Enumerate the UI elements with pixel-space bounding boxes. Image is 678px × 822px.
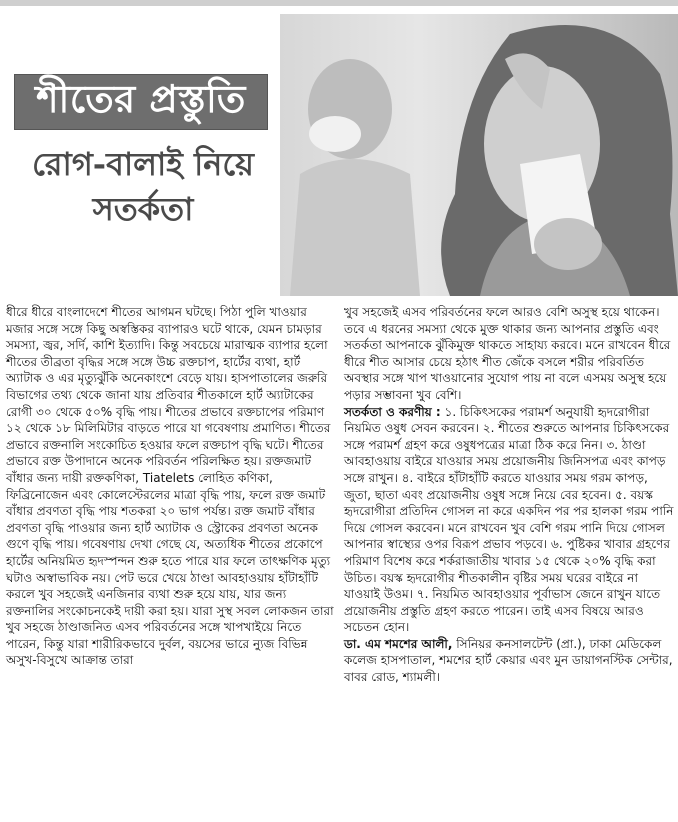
article-paragraph-right-1: খুব সহজেই এসব পরিবর্তনের ফলে আরও বেশি অসুস্থ হয়ে থাকেন। তবে এ ধরনের সমস্যা থেকে মুক্ত থাকার জন্য আপনার প্রস্তুতি এবং সতর্কতা আপনাকে ঝুঁকিমুক্ত থাকতে সাহায্য করবে। মনে রাখবেন ধীরে ধীরে শীত আসার চেয়ে হঠাৎ শীত জেঁকে বসলে শরীর পরিবর্তিত অবস্থার সঙ্গে খাপ খাওয়ানোর সুযোগ পায় না বলে এসময় অসুস্থ হয়ে পড়ার সম্ভাবনা খুব বেশি।	[344, 305, 671, 402]
author-paragraph	[344, 636, 674, 686]
author-title: সিনিয়র কনসালটেন্ট (প্রা.), ঢাকা মেডিকেল কলেজ হাসপাতাল, শমশের হার্ট কেয়ার এবং মুন ডায়াগনস্টিক সেন্টার, বাবর রোড, শ্যামলী।	[344, 636, 673, 685]
hero-photo	[280, 14, 678, 296]
article-paragraph-left: ধীরে ধীরে বাংলাদেশে শীতের আগমন ঘটছে। পিঠা পুলি খাওয়ার মজার সঙ্গে সঙ্গে কিছু অস্বস্তিকর ব্যাপারও ঘটে থাকে, যেমন চামড়ার সমস্যা, জ্বর, সর্দি, কাশি ইত্যাদি। কিন্তু সবচেয়ে মারাত্মক ব্যাপার হলো শীতের তীব্রতা বৃদ্ধির সঙ্গে সঙ্গে উচ্চ রক্তচাপ, হার্টের ব্যথা, হার্ট অ্যাটাক ও এর মৃত্যুঝুঁকি অনেকাংশে বেড়ে যায়। হাসপাতালের জরুরি বিভাগের তথ্য থেকে জানা যায় প্রতিবার শীতকালে হার্ট অ্যাটাকের রোগী ৩০ থেকে ৫০% বৃদ্ধি পায়। শীতের প্রভাবে রক্তচাপের পরিমাণ ১২ থেকে ১৮ মিলিমিটার বাড়তে পারে যা গবেষণায় প্রমাণিত। শীতের প্রভাবে রক্তনালি সংকোচিত হওয়ার ফলে রক্তচাপ বৃদ্ধি ঘটে। শীতের প্রভাবে রক্ত উপাদানে অনেক পরিবর্তন পরিলক্ষিত হয়। রক্তজমাট বাঁধার জন্য দায়ী রক্তকণিকা, Tiatelets লোহিত কণিকা, ফিব্রিনোজেন এবং কোলেস্টেরলের মাত্রা বৃদ্ধি পায়, ফলে রক্ত জমাট বাঁধার প্রবণতা বৃদ্ধি পায় শতকরা ২০ ভাগ পর্যন্ত। রক্ত জমাট বাঁধার প্রবণতা বৃদ্ধি পাওয়ার জন্য হার্ট অ্যাটাক ও স্ট্রোকের প্রবণতা অনেক গুণে বৃদ্ধি পায়। গবেষণায় দেখা গেছে যে, অত্যধিক শীতের প্রকোপে হার্টের অনিয়মিত হৃদস্পন্দন শুরু হতে পারে যার ফলে তাৎক্ষণিক মৃত্যু ঘটাও অস্বাভাবিক নয়। পেট ভরে খেয়ে ঠাণ্ডা আবহাওয়ায় হাঁটাহাঁটি করলে খুব সহজেই এনজিনার ব্যথা শুরু হয়ে যায়, যার জন্য রক্তনালির সংকোচনকেই দায়ী করা হয়। যারা সুস্থ সবল লোকজন তারা খুব সহজে ঠাণ্ডাজনিত এসব পরিবর্তনের সঙ্গে খাপখাইয়ে নিতে পারেন, কিন্তু যারা শারীরিকভাবে দুর্বল, বয়সের ভারে ন্যুজ বিভিন্ন অসুখ-বিসুখে আক্রান্ত তারা	[6, 305, 334, 668]
kicker-title: শীতের প্রস্তুতি	[36, 76, 246, 121]
headline-line-2: সতর্কতা	[92, 190, 194, 228]
kicker-box	[14, 74, 268, 130]
article-column-right	[344, 304, 674, 686]
headline-line-1: রোগ-বালাই নিয়ে	[31, 145, 255, 183]
headline	[16, 142, 270, 232]
tips-text: ১. চিকিৎসকের পরামর্শ অনুযায়ী হৃদরোগীরা নিয়মিত ওষুধ সেবন করবেন। ২. শীতের শুরুতে আপনার চিকিৎসকের সঙ্গে পরামর্শ গ্রহণ করে ওষুধপত্রের মাত্রা ঠিক করে নিন। ৩. ঠাণ্ডা আবহাওয়ায় বাইরে যাওয়ার সময় প্রয়োজনীয় জিনিসপত্র এবং কাপড় সঙ্গে রাখুন। ৪. বাইরে হাঁটাহাঁটি করতে যাওয়ার সময় গরম কাপড়, জুতা, ছাতা এবং প্রয়োজনীয় ওষুধ সঙ্গে নিয়ে বের হবেন। ৫. বয়স্ক হৃদরোগীরা প্রতিদিন গোসল না করে একদিন পর পর হালকা গরম পানি দিয়ে গোসল করবেন। মনে রাখবেন খুব বেশি গরম পানি দিয়ে গোসল আপনার স্বাস্থ্যের ওপর বিরূপ প্রভাব পড়বে। ৬. পুষ্টিকর খাবার গ্রহণের পরিমাণ বিশেষ করে শর্করাজাতীয় খাবার ১৫ থেকে ২০% বৃদ্ধি করা উচিত। বয়স্ক হৃদরোগীর শীতকালীন বৃষ্টির সময় ঘরের বাইরে না যাওয়াই উওম। ৭. নিয়মিত আবহাওয়ার পূর্বাভাস জেনে রাখুন যাতে প্রয়োজনীয় প্রস্তুতি গ্রহণ করতে পারেন। তাই এসব বিষয়ে আরও সচেতন হোন।	[344, 404, 674, 635]
author-name: ডা. এম শমশের আলী,	[344, 636, 453, 651]
article-column-left	[6, 304, 336, 669]
top-rule	[0, 0, 678, 6]
tips-heading: সতর্কতা ও করণীয় :	[344, 404, 441, 419]
tips-paragraph	[344, 404, 674, 636]
